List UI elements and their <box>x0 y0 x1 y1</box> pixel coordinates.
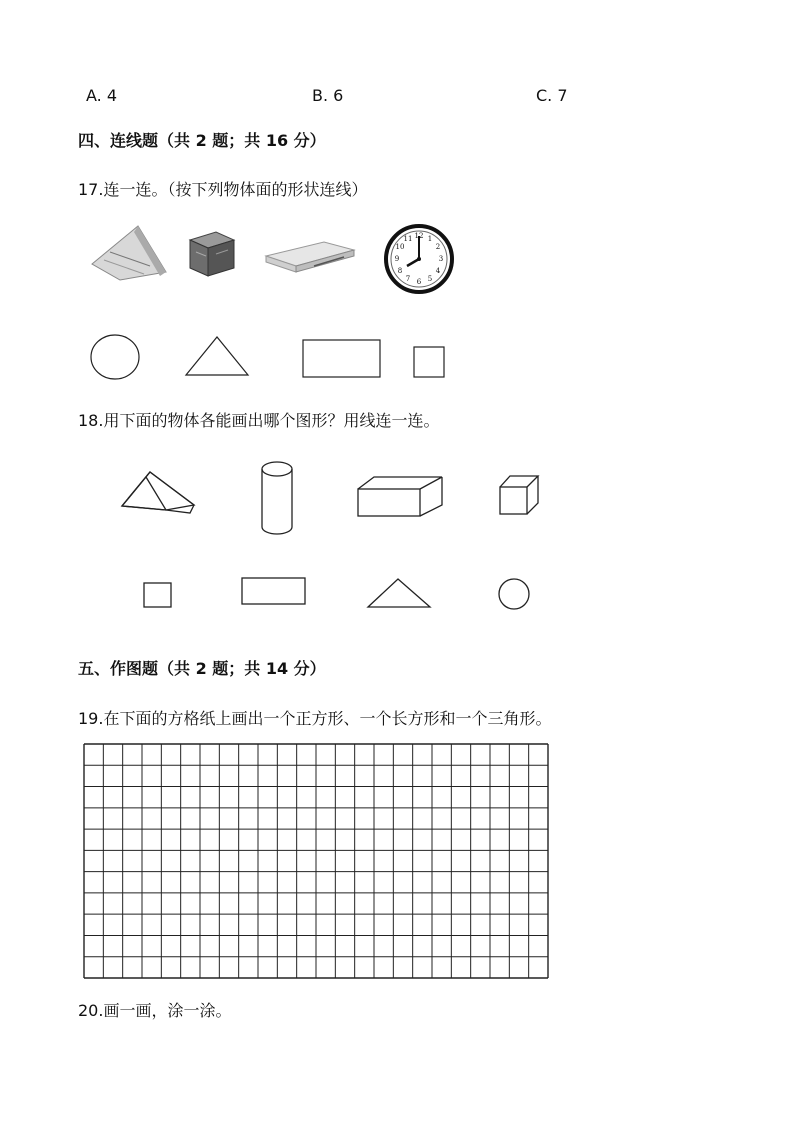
question-18: 18.用下面的物体各能画出哪个图形？用线连一连。 <box>78 411 440 430</box>
dvd-player-photo <box>264 238 356 274</box>
cube-drawing <box>500 476 538 514</box>
question-17: 17.连一连。（按下列物体面的形状连线） <box>78 180 368 199</box>
circle-shape <box>91 335 139 379</box>
gift-box-photo <box>186 228 238 280</box>
rectangle-shape <box>303 340 380 377</box>
clock-number-4: 4 <box>435 267 441 275</box>
q17-shapes <box>88 330 468 382</box>
clock-number-5: 5 <box>427 275 433 283</box>
triangular-prism-drawing <box>122 472 194 513</box>
clock-number-11: 11 <box>403 235 413 243</box>
cylinder-drawing <box>262 462 292 534</box>
triangle-shape <box>186 337 248 375</box>
wall-clock-photo <box>383 224 455 294</box>
clock-number-9: 9 <box>394 255 400 263</box>
clock-number-7: 7 <box>405 275 411 283</box>
clock-number-12: 12 <box>414 232 424 240</box>
clock-number-10: 10 <box>395 243 405 251</box>
square-grid-paper[interactable] <box>83 743 549 979</box>
clock-number-6: 6 <box>416 278 422 286</box>
question-20: 20.画一画，涂一涂。 <box>78 1001 232 1020</box>
cuboid-drawing <box>358 477 442 516</box>
rectangle-outline <box>242 578 305 604</box>
triangle-outline <box>368 579 430 607</box>
q18-figure <box>106 455 606 635</box>
clock-number-8: 8 <box>397 267 403 275</box>
square-outline <box>144 583 171 607</box>
section-heading-connect: 四、连线题（共 2 题；共 16 分） <box>78 131 326 150</box>
clock-number-2: 2 <box>435 243 441 251</box>
option-a: A. 4 <box>86 86 118 105</box>
clock-number-1: 1 <box>427 235 433 243</box>
section-heading-draw: 五、作图题（共 2 题；共 14 分） <box>78 659 326 678</box>
option-b: B. 6 <box>312 86 344 105</box>
square-shape <box>414 347 444 377</box>
clock-number-3: 3 <box>438 255 444 263</box>
circle-outline <box>499 579 529 609</box>
triangular-prism-photo <box>90 222 170 282</box>
option-c: C. 7 <box>536 86 568 105</box>
question-19: 19.在下面的方格纸上画出一个正方形、一个长方形和一个三角形。 <box>78 709 552 728</box>
